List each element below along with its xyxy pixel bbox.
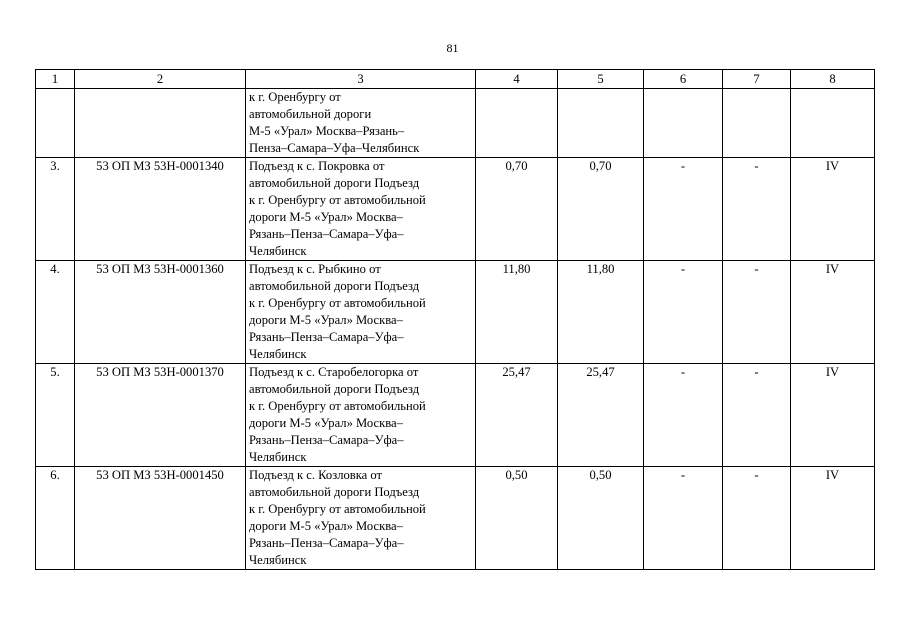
category-cell (791, 89, 875, 158)
length-total-cell: 11,80 (476, 261, 558, 364)
road-code-cell (75, 89, 246, 158)
row-number-cell: 3. (36, 158, 75, 261)
road-name-line: Челябинск (249, 244, 307, 258)
length-total-cell (476, 89, 558, 158)
row-number-cell: 6. (36, 467, 75, 570)
road-code-cell: 53 ОП МЗ 53Н-0001370 (75, 364, 246, 467)
road-name-line: дороги М-5 «Урал» Москва– (249, 313, 403, 327)
road-code-cell: 53 ОП МЗ 53Н-0001450 (75, 467, 246, 570)
road-name-line: Рязань–Пенза–Самара–Уфа– (249, 227, 404, 241)
road-name-line: Рязань–Пенза–Самара–Уфа– (249, 536, 404, 550)
row-number-cell (36, 89, 75, 158)
column-7-cell (723, 89, 791, 158)
road-name-line: Подъезд к с. Покровка от (249, 159, 385, 173)
road-name-line: к г. Оренбургу от автомобильной (249, 296, 426, 310)
road-name-line: к г. Оренбургу от автомобильной (249, 399, 426, 413)
road-name-line: Рязань–Пенза–Самара–Уфа– (249, 433, 404, 447)
road-code-cell: 53 ОП МЗ 53Н-0001340 (75, 158, 246, 261)
column-header: 2 (75, 70, 246, 89)
road-name-line: Подъезд к с. Старобелогорка от (249, 365, 419, 379)
road-name-line: Челябинск (249, 553, 307, 567)
header-row (36, 70, 875, 89)
road-name-line: дороги М-5 «Урал» Москва– (249, 416, 403, 430)
road-name-line: М-5 «Урал» Москва–Рязань– (249, 124, 405, 138)
road-name-cell (246, 158, 476, 261)
length-total-cell: 0,50 (476, 467, 558, 570)
column-header: 1 (36, 70, 75, 89)
category-cell: IV (791, 364, 875, 467)
road-name-line: дороги М-5 «Урал» Москва– (249, 519, 403, 533)
category-cell: IV (791, 158, 875, 261)
length-paved-cell: 11,80 (558, 261, 644, 364)
column-7-cell: - (723, 261, 791, 364)
column-6-cell: - (644, 261, 723, 364)
road-name-line: Рязань–Пенза–Самара–Уфа– (249, 330, 404, 344)
table-row (36, 467, 875, 570)
category-cell: IV (791, 261, 875, 364)
row-number-cell: 4. (36, 261, 75, 364)
column-header: 7 (723, 70, 791, 89)
road-name-line: автомобильной дороги Подъезд (249, 176, 420, 190)
column-6-cell (644, 89, 723, 158)
road-name-line: к г. Оренбургу от автомобильной (249, 502, 426, 516)
road-name-line: к г. Оренбургу от (249, 90, 341, 104)
road-name-line: автомобильной дороги (249, 107, 372, 121)
road-name-line: Подъезд к с. Козловка от (249, 468, 383, 482)
column-7-cell: - (723, 467, 791, 570)
page-number: 81 (446, 41, 459, 55)
length-paved-cell: 25,47 (558, 364, 644, 467)
column-header: 3 (246, 70, 476, 89)
road-name-line: автомобильной дороги Подъезд (249, 382, 420, 396)
continuation-row (36, 89, 875, 158)
column-6-cell: - (644, 364, 723, 467)
column-6-cell: - (644, 158, 723, 261)
road-name-line: дороги М-5 «Урал» Москва– (249, 210, 403, 224)
length-paved-cell (558, 89, 644, 158)
road-name-line: Пенза–Самара–Уфа–Челябинск (249, 141, 420, 155)
column-header: 6 (644, 70, 723, 89)
length-total-cell: 0,70 (476, 158, 558, 261)
row-number-cell: 5. (36, 364, 75, 467)
roads-table (35, 69, 875, 570)
table-row (36, 158, 875, 261)
road-name-cell (246, 364, 476, 467)
table-row (36, 261, 875, 364)
column-header: 4 (476, 70, 558, 89)
road-name-line: автомобильной дороги Подъезд (249, 279, 420, 293)
road-code-cell: 53 ОП МЗ 53Н-0001360 (75, 261, 246, 364)
category-cell: IV (791, 467, 875, 570)
road-name-cell (246, 89, 476, 158)
road-name-line: Челябинск (249, 450, 307, 464)
road-name-cell (246, 467, 476, 570)
column-header: 5 (558, 70, 644, 89)
road-name-cell (246, 261, 476, 364)
road-name-line: к г. Оренбургу от автомобильной (249, 193, 426, 207)
table-row (36, 364, 875, 467)
road-name-line: Подъезд к с. Рыбкино от (249, 262, 381, 276)
column-6-cell: - (644, 467, 723, 570)
length-paved-cell: 0,70 (558, 158, 644, 261)
road-name-line: Челябинск (249, 347, 307, 361)
length-paved-cell: 0,50 (558, 467, 644, 570)
column-7-cell: - (723, 158, 791, 261)
length-total-cell: 25,47 (476, 364, 558, 467)
column-header: 8 (791, 70, 875, 89)
column-7-cell: - (723, 364, 791, 467)
road-name-line: автомобильной дороги Подъезд (249, 485, 420, 499)
